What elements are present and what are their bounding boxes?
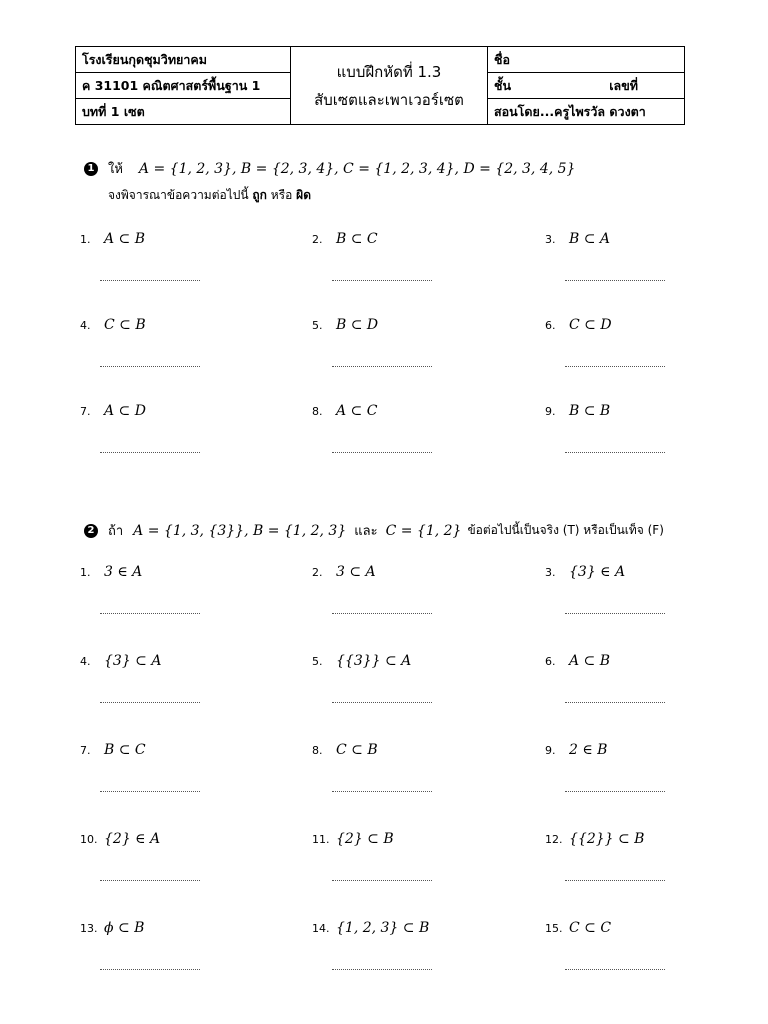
question-expression: B ⊂ B	[569, 403, 611, 419]
question-item	[545, 831, 644, 847]
question-item	[545, 564, 625, 580]
false-word: ผิด	[296, 188, 311, 202]
answer-blank[interactable]	[332, 791, 432, 792]
question-expression: A ⊂ B	[569, 653, 611, 669]
question-number: 12.	[545, 833, 563, 846]
question-number: 13.	[80, 922, 98, 935]
school-name: โรงเรียนกุดชุมวิทยาคม	[76, 47, 291, 73]
chapter-title: บทที่ 1 เซต	[76, 99, 291, 125]
class-number-field[interactable]	[488, 73, 685, 99]
question-expression: A ⊂ D	[104, 403, 146, 419]
answer-blank[interactable]	[332, 613, 432, 614]
question-expression: ϕ ⊂ B	[104, 920, 145, 936]
question-item	[80, 231, 145, 247]
answer-blank[interactable]	[100, 791, 200, 792]
question-expression: {2} ∈ A	[104, 831, 161, 847]
answer-blank[interactable]	[332, 880, 432, 881]
question-item	[545, 403, 610, 419]
section1-intro-word: ให้	[108, 162, 123, 177]
question-expression: B ⊂ C	[336, 231, 378, 247]
question-expression: {{2}} ⊂ B	[569, 831, 645, 847]
question-expression: C ⊂ B	[104, 317, 146, 333]
question-number: 3.	[545, 233, 556, 246]
answer-blank[interactable]	[332, 702, 432, 703]
question-item	[312, 564, 376, 580]
section2-instruction: ข้อต่อไปนี้เป็นจริง (T) หรือเป็นเท็จ (F)	[467, 523, 664, 537]
section2-number-badge: 2	[84, 524, 98, 538]
course-code: ค 31101 คณิตศาสตร์พื้นฐาน 1	[76, 73, 291, 99]
question-number: 4.	[80, 655, 91, 668]
true-word: ถูก	[252, 188, 267, 202]
question-item	[312, 317, 378, 333]
question-number: 4.	[80, 319, 91, 332]
question-item	[312, 831, 394, 847]
answer-blank[interactable]	[332, 969, 432, 970]
question-item	[80, 403, 146, 419]
number-label: เลขที่	[609, 78, 638, 93]
question-item	[545, 653, 610, 669]
answer-blank[interactable]	[100, 613, 200, 614]
teacher-name: สอนโดย...ครูไพรวัล ดวงตา	[488, 99, 685, 125]
section1-sets: A = {1, 2, 3}, B = {2, 3, 4}, C = {1, 2, 3, 4}, D = {2, 3, 4, 5}	[138, 160, 576, 177]
question-number: 6.	[545, 655, 556, 668]
question-item	[80, 920, 144, 936]
question-item	[545, 231, 610, 247]
question-number: 11.	[312, 833, 330, 846]
answer-blank[interactable]	[565, 280, 665, 281]
question-number: 6.	[545, 319, 556, 332]
answer-blank[interactable]	[100, 366, 200, 367]
question-number: 5.	[312, 655, 323, 668]
question-number: 9.	[545, 744, 556, 757]
question-number: 1.	[80, 566, 91, 579]
answer-blank[interactable]	[100, 702, 200, 703]
answer-blank[interactable]	[565, 613, 665, 614]
question-number: 2.	[312, 566, 323, 579]
name-field[interactable]	[488, 47, 685, 73]
question-expression: 3 ∈ A	[104, 564, 143, 580]
worksheet-title-line2: สับเซตและเพาเวอร์เซต	[314, 90, 464, 109]
question-number: 9.	[545, 405, 556, 418]
question-expression: C ⊂ C	[569, 920, 612, 936]
question-item	[312, 920, 429, 936]
question-item	[545, 742, 607, 758]
worksheet-title-line1: แบบฝึกหัดที่ 1.3	[336, 62, 442, 81]
question-number: 8.	[312, 405, 323, 418]
question-expression: {3} ⊂ A	[104, 653, 162, 669]
question-expression: {1, 2, 3} ⊂ B	[336, 920, 430, 936]
question-expression: B ⊂ C	[104, 742, 146, 758]
question-number: 15.	[545, 922, 563, 935]
section2-intro-word: ถ้า	[108, 524, 124, 539]
answer-blank[interactable]	[100, 452, 200, 453]
answer-blank[interactable]	[565, 969, 665, 970]
question-item	[80, 564, 142, 580]
question-expression: {3} ∈ A	[569, 564, 626, 580]
question-item	[312, 231, 378, 247]
answer-blank[interactable]	[565, 880, 665, 881]
answer-blank[interactable]	[100, 880, 200, 881]
question-item	[545, 920, 611, 936]
question-item	[312, 742, 378, 758]
answer-blank[interactable]	[332, 366, 432, 367]
question-number: 7.	[80, 405, 91, 418]
question-number: 14.	[312, 922, 330, 935]
answer-blank[interactable]	[565, 366, 665, 367]
question-number: 2.	[312, 233, 323, 246]
section2-and-word: และ	[354, 524, 378, 539]
answer-blank[interactable]	[100, 969, 200, 970]
answer-blank[interactable]	[565, 452, 665, 453]
section2-heading	[84, 520, 664, 541]
question-expression: A ⊂ B	[104, 231, 146, 247]
question-item	[80, 317, 146, 333]
question-expression: {2} ⊂ B	[336, 831, 394, 847]
question-item	[545, 317, 612, 333]
question-expression: B ⊂ A	[569, 231, 611, 247]
question-number: 10.	[80, 833, 98, 846]
question-item	[312, 653, 411, 669]
worksheet-header	[75, 46, 685, 125]
question-expression: C ⊂ D	[569, 317, 612, 333]
question-expression: {{3}} ⊂ A	[336, 653, 412, 669]
class-label: ชั้น	[494, 78, 512, 93]
question-number: 3.	[545, 566, 556, 579]
question-item	[80, 653, 161, 669]
question-item	[312, 403, 377, 419]
or-word: หรือ	[270, 188, 293, 202]
section1-instruction	[108, 186, 311, 205]
question-expression: B ⊂ D	[336, 317, 379, 333]
section2-set-c: C = {1, 2}	[385, 522, 462, 539]
question-number: 8.	[312, 744, 323, 757]
answer-blank[interactable]	[332, 452, 432, 453]
worksheet-title	[291, 47, 488, 125]
question-expression: C ⊂ B	[336, 742, 378, 758]
answer-blank[interactable]	[332, 280, 432, 281]
name-label: ชื่อ	[494, 52, 510, 67]
section2-sets: A = {1, 3, {3}}, B = {1, 2, 3}	[133, 522, 347, 539]
question-number: 7.	[80, 744, 91, 757]
answer-blank[interactable]	[565, 702, 665, 703]
question-expression: 2 ∈ B	[569, 742, 608, 758]
question-number: 5.	[312, 319, 323, 332]
answer-blank[interactable]	[565, 791, 665, 792]
question-item	[80, 831, 160, 847]
section1-number-badge: 1	[84, 162, 98, 176]
question-expression: A ⊂ C	[336, 403, 378, 419]
question-item	[80, 742, 146, 758]
answer-blank[interactable]	[100, 280, 200, 281]
question-number: 1.	[80, 233, 91, 246]
section1-heading	[84, 158, 575, 179]
question-expression: 3 ⊂ A	[336, 564, 376, 580]
section1-instruction-text: จงพิจารณาข้อความต่อไปนี้	[108, 188, 249, 202]
